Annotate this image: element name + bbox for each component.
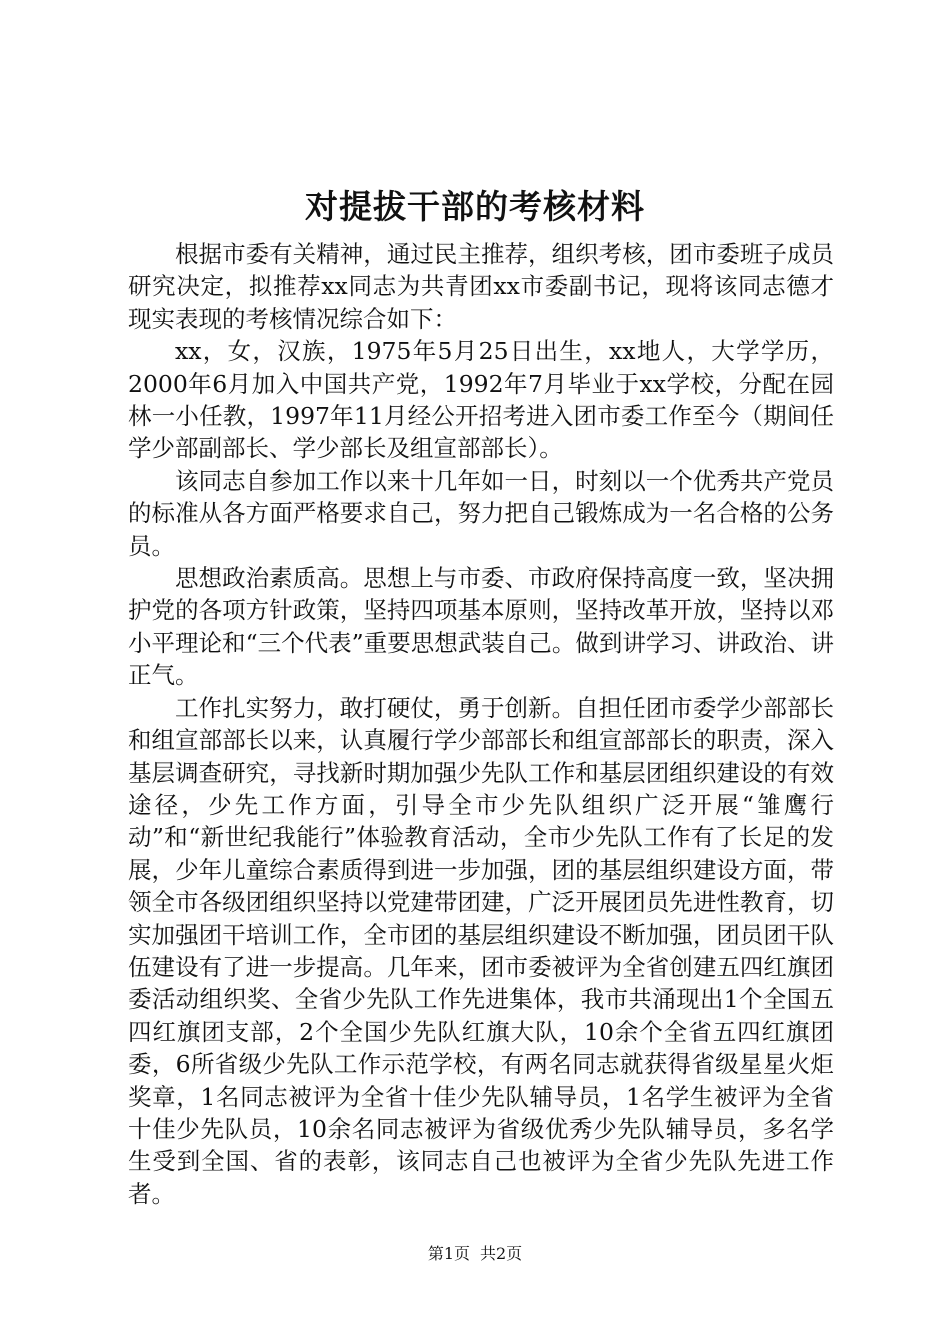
document-body — [128, 238, 834, 1210]
page-number: 第1页 — [427, 1244, 470, 1263]
paragraph-intro: 根据市委有关精神，通过民主推荐，组织考核，团市委班子成员研究决定，拟推荐xx同志为共青团xx市委副书记，现将该同志德才现实表现的考核情况综合如下： — [128, 240, 834, 333]
paragraph-summary: 该同志自参加工作以来十几年如一日，时刻以一个优秀共产党员的标准从各方面严格要求自己，努力把自己锻炼成为一名合格的公务员。 — [128, 466, 834, 560]
paragraph-work: 工作扎实努力，敢打硬仗，勇于创新。自担任团市委学少部部长和组宣部部长以来，认真履行学少部部长和组宣部部长的职责，深入基层调查研究，寻找新时期加强少先队工作和基层团组织建设的有效途径，少先工作方面，引导全市少先队组织广泛开展“雏鹰行动”和“新世纪我能行”体验教育活动，全市少先队工作有了长足的发展，少年儿童综合素质得到进一步加强，团的基层组织建设方面，带领全市各级团组织坚持以党建带团建，广泛开展团员先进性教育，切实加强团干培训工作，全市团的基层组织建设不断加强，团员团干队伍建设有了进一步提高。几年来，团市委被评为全省创建五四红旗团委活动组织奖、全省少先队工作先进集体，我市共涌现出1个全国五四红旗团支部，2个全国少先队红旗大队，10余个全省五四红旗团委，6所省级少先队工作示范学校，有两名同志就获得省级星星火炬奖章，1名同志被评为全省十佳少先队辅导员，1名学生被评为全省十佳少先队员，10余名同志被评为省级优秀少先队辅导员，多名学生受到全国、省的表彰，该同志自己也被评为全省少先队先进工作者。 — [128, 693, 834, 1208]
document-title: 对提拔干部的考核材料 — [305, 187, 645, 226]
page-footer — [0, 1242, 950, 1266]
paragraph-political: 思想政治素质高。思想上与市委、市政府保持高度一致，坚决拥护党的各项方针政策，坚持四项基本原则，坚持改革开放，坚持以邓小平理论和“三个代表”重要思想武装自己。做到讲学习、讲政治、讲正气。 — [128, 564, 834, 690]
paragraph-profile: xx，女，汉族，1975年5月25日出生，xx地人，大学学历，2000年6月加入中国共产党，1992年7月毕业于xx学校，分配在园林一小任教，1997年11月经公开招考进入团市委工作至今（期间任学少部副部长、学少部长及组宣部部长）。 — [128, 337, 834, 463]
page-total: 共2页 — [480, 1244, 523, 1263]
